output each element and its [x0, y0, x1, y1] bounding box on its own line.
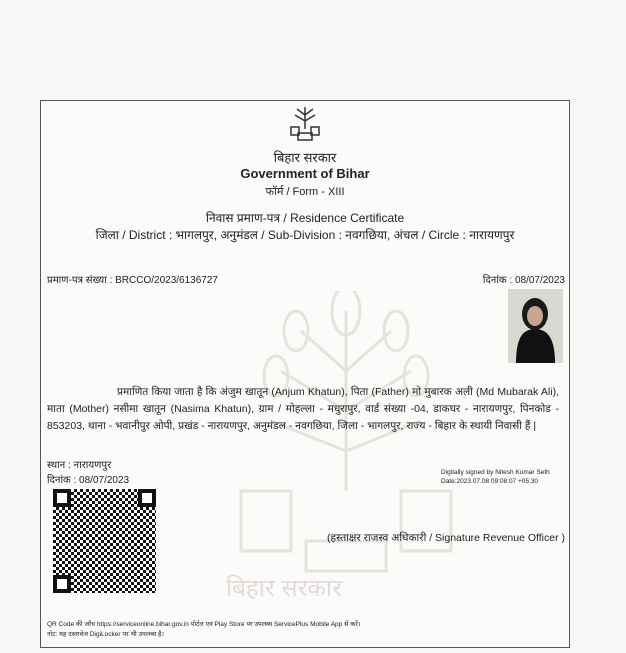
certificate-number: प्रमाण-पत्र संख्या : BRCCO/2023/6136727 [47, 275, 218, 286]
qr-verification-note: QR Code की जाँच https://serviceonline.bihar.gov.in पोर्टल एवं Play Store पर उपलब्ध ServicePlus Mobile App से करें। [47, 621, 361, 628]
applicant-photo [508, 289, 563, 363]
jurisdiction: जिला / District : भागलपुर, अनुमंडल / Sub-Division : नवगछिया, अंचल / Circle : नारायणपुर [95, 228, 515, 242]
certificate-title: निवास प्रमाण-पत्र / Residence Certificate [205, 211, 405, 225]
digital-signature [441, 468, 550, 486]
residence-certificate [40, 100, 570, 648]
government-title: Government of Bihar [240, 166, 370, 181]
form-number: फॉर्म / Form - XIII [265, 186, 345, 198]
qr-code [53, 489, 156, 593]
signed-date: Date:2023.07.08 09:08:07 +05:30 [441, 478, 539, 485]
watermark-text: बिहार सरकार [226, 575, 342, 602]
issue-date: दिनांक : 08/07/2023 [482, 275, 565, 286]
digilocker-note: नोट: यह दस्तावेज DigiLocker पर भी उपलब्ध है। [47, 631, 164, 638]
place: स्थान : नारायणपुर [47, 460, 112, 471]
footer-note [47, 620, 360, 640]
hindi-title: बिहार सरकार [273, 150, 337, 165]
certificate-body: प्रमाणित किया जाता है कि अंजुम खातून (Anjum Khatun), पिता (Father) मो मुबारक अली (Md Mubarak Ali), माता (Mother) नसीमा खातून (Nasima Khatun), ग्राम / मोहल्ला - मधुरापुर, वार्ड संख्या -04, डाकघर - नारायणपुर, पिनकोड - 853203, थाना - भवानीपुर ओपी, प्रखंड - नारायणपुर, अनुमंडल - नवगछिया, जिला - भागलपुर, राज्य - बिहार के स्थायी निवासी हैं | [47, 386, 559, 432]
bihar-emblem-logo [41, 103, 569, 148]
place-date: दिनांक : 08/07/2023 [47, 475, 130, 486]
signed-by: Digitally signed by Nitesh Kumar Seth [441, 469, 550, 476]
signature-label: (हस्ताक्षर राजस्व अधिकारी / Signature Revenue Officer ) [327, 532, 565, 544]
